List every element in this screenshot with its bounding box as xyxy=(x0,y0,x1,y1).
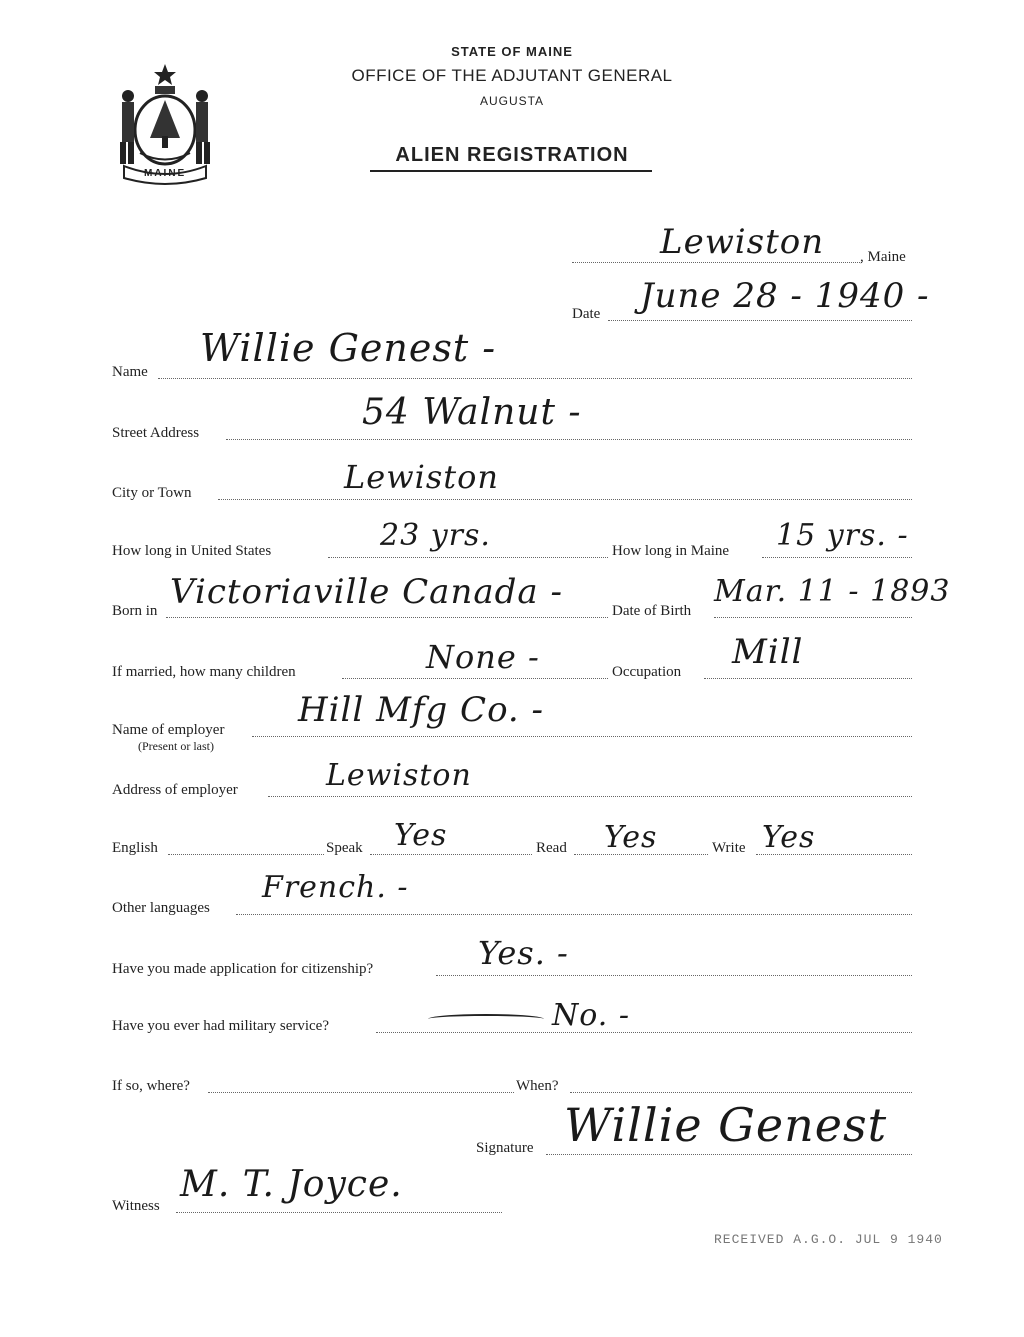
speak-value: Yes xyxy=(394,818,448,853)
military-line xyxy=(376,1032,912,1033)
where-label: If so, where? xyxy=(112,1078,190,1094)
street-value: 54 Walnut - xyxy=(362,392,582,433)
military-value: No. - xyxy=(552,998,630,1033)
citizenship-label: Have you made application for citizenship? xyxy=(112,961,374,977)
form-title: ALIEN REGISTRATION xyxy=(395,144,629,166)
how-long-us-line xyxy=(328,557,608,558)
employer-sublabel: (Present or last) xyxy=(138,739,214,753)
speak-label: Speak xyxy=(326,840,363,856)
date-of-birth-line xyxy=(714,617,912,618)
occupation-value: Mill xyxy=(732,632,804,672)
military-label: Have you ever had military service? xyxy=(112,1018,329,1034)
other-languages-value: French. - xyxy=(262,870,409,905)
children-line xyxy=(342,678,608,679)
when-label: When? xyxy=(516,1078,559,1094)
date-of-birth-label: Date of Birth xyxy=(612,603,692,619)
town-value: Lewiston xyxy=(660,222,825,262)
occupation-line xyxy=(704,678,912,679)
witness-line xyxy=(176,1212,502,1213)
witness-label: Witness xyxy=(112,1198,160,1214)
military-dash-stroke xyxy=(428,1014,544,1024)
signature-value: Willie Genest xyxy=(564,1098,888,1152)
date-value: June 28 - 1940 - xyxy=(640,276,930,316)
employer-label: Name of employer xyxy=(112,722,225,738)
header-state: STATE OF MAINE xyxy=(451,44,573,59)
read-value: Yes xyxy=(604,820,658,855)
city-value: Lewiston xyxy=(344,458,499,496)
where-line xyxy=(208,1092,514,1093)
speak-line xyxy=(370,854,532,855)
town-line xyxy=(572,262,862,263)
read-label: Read xyxy=(536,840,567,856)
name-line xyxy=(158,378,912,379)
seal-text: MAINE xyxy=(144,168,187,179)
how-long-maine-value: 15 yrs. - xyxy=(776,518,909,553)
street-line xyxy=(226,439,912,440)
signature-line xyxy=(546,1154,912,1155)
children-value: None - xyxy=(426,638,540,676)
write-label: Write xyxy=(712,840,746,856)
date-of-birth-value: Mar. 11 - 1893 xyxy=(714,574,951,609)
street-label: Street Address xyxy=(112,425,200,441)
write-value: Yes xyxy=(762,820,816,855)
name-label: Name xyxy=(112,364,148,380)
children-label: If married, how many children xyxy=(112,664,296,680)
english-line xyxy=(168,854,324,855)
employer-address-line xyxy=(268,796,912,797)
citizenship-line xyxy=(436,975,912,976)
city-label: City or Town xyxy=(112,485,192,501)
when-line xyxy=(570,1092,912,1093)
name-value: Willie Genest - xyxy=(200,326,497,370)
citizenship-value: Yes. - xyxy=(478,934,569,972)
header-office: OFFICE OF THE ADJUTANT GENERAL xyxy=(351,66,673,85)
received-stamp: RECEIVED A.G.O. JUL 9 1940 xyxy=(714,1232,943,1247)
maine-label: , Maine xyxy=(860,249,906,265)
witness-value: M. T. Joyce. xyxy=(180,1164,403,1205)
born-in-line xyxy=(166,617,608,618)
date-line xyxy=(608,320,912,321)
how-long-maine-label: How long in Maine xyxy=(612,543,730,559)
header-city: AUGUSTA xyxy=(479,94,545,108)
born-in-value: Victoriaville Canada - xyxy=(170,572,563,612)
born-in-label: Born in xyxy=(112,603,158,619)
employer-line xyxy=(252,736,912,737)
title-underline xyxy=(370,170,652,172)
other-languages-label: Other languages xyxy=(112,900,210,916)
how-long-maine-line xyxy=(762,557,912,558)
employer-address-label: Address of employer xyxy=(112,782,238,798)
how-long-us-value: 23 yrs. xyxy=(380,518,491,553)
other-languages-line xyxy=(236,914,912,915)
date-label: Date xyxy=(572,306,601,322)
employer-value: Hill Mfg Co. - xyxy=(298,690,545,730)
english-label: English xyxy=(112,840,158,856)
employer-address-value: Lewiston xyxy=(326,758,472,793)
signature-label: Signature xyxy=(476,1140,534,1156)
occupation-label: Occupation xyxy=(612,664,682,680)
city-line xyxy=(218,499,912,500)
how-long-us-label: How long in United States xyxy=(112,543,272,559)
